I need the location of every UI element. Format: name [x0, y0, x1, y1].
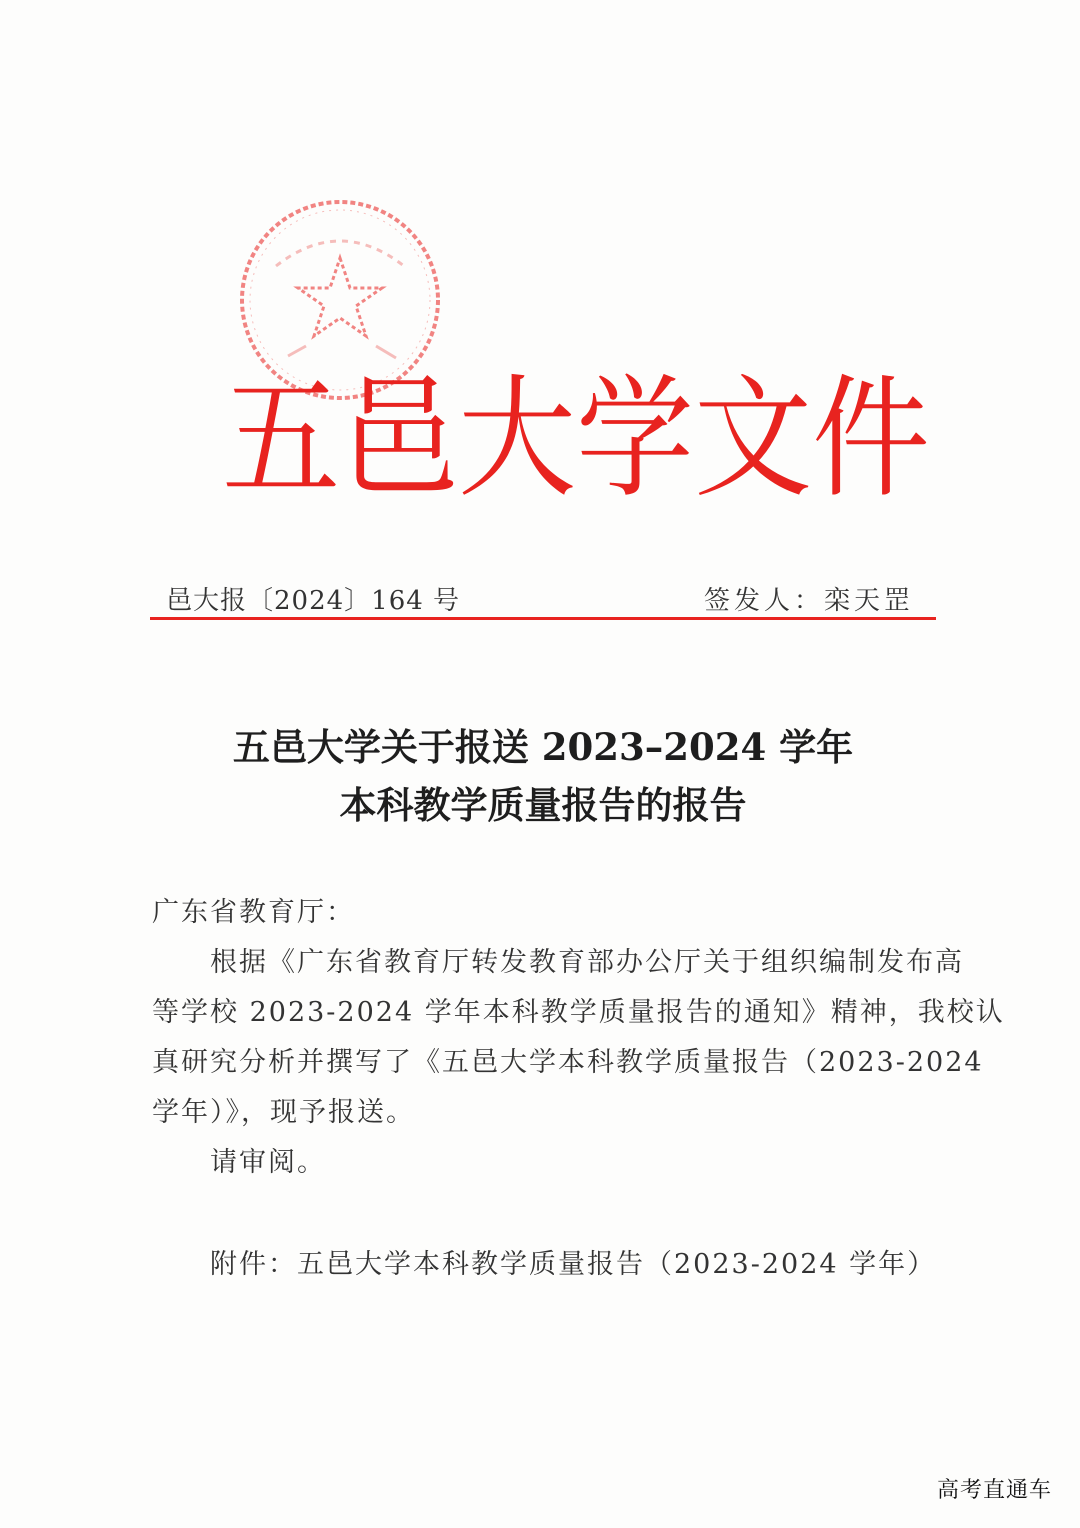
paragraph-line: 等学校 2023-2024 学年本科教学质量报告的通知》精神，我校认	[152, 997, 1005, 1028]
paragraph-line: 根据《广东省教育厅转发教育部办公厅关于组织编制发布高	[210, 947, 964, 978]
header-divider	[150, 617, 936, 620]
title-line: 五邑大学关于报送 2023–2024 学年	[232, 725, 854, 769]
masthead-char: 五	[222, 361, 341, 516]
paragraph-line: 学年）》，现予报送。	[152, 1097, 415, 1128]
document-body	[152, 888, 1005, 1188]
masthead-char: 学	[576, 361, 695, 516]
document-masthead	[200, 360, 931, 516]
masthead-char: 文	[694, 361, 813, 516]
paragraph-line: 真研究分析并撰写了《五邑大学本科教学质量报告（2023-2024	[152, 1047, 984, 1078]
attachment-note: 附件：五邑大学本科教学质量报告（2023-2024 学年）	[210, 1249, 937, 1280]
masthead-char: 大	[458, 361, 577, 516]
masthead-char: 件	[812, 361, 931, 516]
document-title	[150, 718, 936, 834]
masthead-char: 邑	[340, 361, 459, 516]
closing: 请审阅。	[210, 1147, 326, 1178]
recipient: 广东省教育厅：	[152, 897, 355, 928]
title-line: 本科教学质量报告的报告	[339, 783, 747, 827]
watermark: 高考直通车	[936, 1478, 1052, 1503]
signer: 签发人：栾天罡	[703, 586, 914, 616]
document-number: 邑大报〔2024〕164 号	[166, 586, 461, 616]
